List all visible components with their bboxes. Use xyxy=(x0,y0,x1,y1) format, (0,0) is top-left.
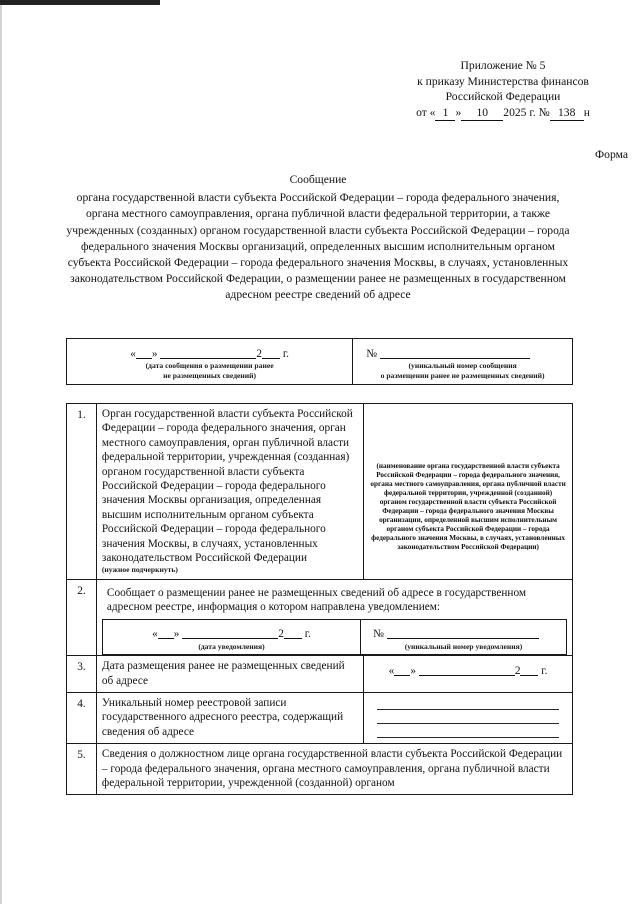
order-number: 138 xyxy=(550,105,584,122)
message-number-caption-1: (уникальный номер сообщения xyxy=(408,361,517,371)
month-blank[interactable] xyxy=(419,665,515,676)
row-value-1[interactable] xyxy=(364,404,573,580)
row-number-3: 3. xyxy=(67,656,97,693)
message-date-field xyxy=(72,342,347,361)
number-label: № xyxy=(366,348,378,360)
quote-close: » xyxy=(410,665,416,678)
row-number-2: 2. xyxy=(67,579,97,655)
year-suffix: г. xyxy=(304,628,311,641)
row-label-2 xyxy=(96,579,572,655)
day-blank[interactable] xyxy=(158,628,174,639)
date-number-table xyxy=(66,338,573,385)
message-date-caption-1: (дата сообщения о размещении ранее xyxy=(145,361,274,371)
row-label-4: Уникальный номер реестровой записи государственного адресного реестра, содержащий сведения об адресе xyxy=(96,692,363,743)
notification-date-cell[interactable] xyxy=(102,620,360,655)
header-ministry-line: к приказу Министерства финансов xyxy=(417,74,589,88)
year-suffix: г. xyxy=(282,348,290,360)
table-row xyxy=(67,692,573,743)
order-month: 10 xyxy=(461,105,503,122)
quote-open: « xyxy=(388,665,395,678)
row-label-3: Дата размещения ранее не размещенных сведений об адресе xyxy=(96,656,363,693)
quote-close: » xyxy=(151,348,158,360)
order-year: 2025 г. № xyxy=(503,105,550,119)
order-day: 1 xyxy=(435,105,455,122)
message-number-caption-2: о размещении ранее не размещенных сведений) xyxy=(380,370,545,380)
row-value-4[interactable] xyxy=(364,692,573,743)
top-decoration-bar xyxy=(0,0,160,5)
registry-number-line-1[interactable] xyxy=(377,709,559,710)
row-label-2-text: Сообщает о размещении ранее не размещенных сведений об адресе в государственном адресном реестре, информация о котором направлена уведомлением: xyxy=(106,586,527,614)
row-number-4: 4. xyxy=(67,692,97,743)
month-blank[interactable] xyxy=(160,348,256,359)
row-value-3[interactable] xyxy=(364,656,573,693)
form-label: Форма xyxy=(595,148,628,161)
order-suffix: н xyxy=(583,105,590,119)
placement-date-field xyxy=(369,659,567,678)
message-number-cell[interactable] xyxy=(353,339,573,385)
table-row xyxy=(67,339,573,385)
notification-date-field xyxy=(107,622,356,641)
row-1-note: (нужное подчеркнуть) xyxy=(101,565,178,575)
row-1-value-caption: (наименование органа государственной власти субъекта Российской Федерации – города федерального значения, органа местного самоуправления, органа публичной власти федеральной территории, учрежденной (созданной) органом государственной власти субъекта Российской Федерации – города федерального значения Москвы организации, определенной высшим исполнительным органом субъекта Российской Федерации – города федерального значения Москвы, в случаях, установленных законодательством Российской Федерации) xyxy=(370,462,566,551)
notification-number-field xyxy=(365,622,562,641)
message-date-caption-2: не размещенных сведений) xyxy=(163,370,257,380)
table-row xyxy=(67,744,573,795)
table-row xyxy=(67,579,573,655)
left-edge-line xyxy=(0,5,2,904)
quote-open: « xyxy=(130,348,136,360)
year-prefix: 2 xyxy=(278,628,284,641)
message-number-field xyxy=(358,342,567,361)
message-date-cell[interactable] xyxy=(67,339,353,385)
quote-close: » xyxy=(173,628,180,641)
table-row xyxy=(102,620,566,655)
day-blank[interactable] xyxy=(394,665,410,676)
number-blank[interactable] xyxy=(387,628,539,639)
month-blank[interactable] xyxy=(182,628,278,639)
year-prefix: 2 xyxy=(514,665,521,678)
table-row xyxy=(67,404,573,580)
document-header xyxy=(378,58,628,121)
notification-subtable xyxy=(102,619,567,655)
year-blank[interactable] xyxy=(262,348,280,359)
row-number-1: 1. xyxy=(67,404,97,580)
quote-open: « xyxy=(152,628,158,641)
row-label-5: Сведения о должностном лице органа государственной власти субъекта Российской Федерации – города федерального значения, органа местного самоуправления, органа публичной власти федеральной территории, учрежденной (созданной) органом xyxy=(96,744,572,795)
header-order-line xyxy=(378,105,628,122)
row-label-1 xyxy=(96,404,363,580)
year-blank[interactable] xyxy=(520,665,538,676)
document-title-block xyxy=(64,172,572,304)
registry-number-line-2[interactable] xyxy=(377,723,559,724)
main-form-table xyxy=(66,403,573,795)
header-federation-line: Российской Федерации xyxy=(445,90,561,103)
row-number-5: 5. xyxy=(67,744,97,795)
year-suffix: г. xyxy=(541,665,548,678)
year-prefix: 2 xyxy=(256,348,262,360)
day-blank[interactable] xyxy=(136,348,152,359)
page-subtitle: органа государственной власти субъекта Российской Федерации – города федерального значения, органа местного самоуправления, органа публичной власти федеральной территории, а также учрежденных (созданных) органом государственной власти субъекта Российской Федерации – города федерального значения Москвы организаций, определенных высшим исполнительным органом субъекта Российской Федерации – города федерального значения Москвы, в случаях, установленных законодательством Российской Федерации, о размещении ранее не размещенных в государственном адресном реестре сведений об адресе xyxy=(66,191,570,302)
registry-number-line-3[interactable] xyxy=(377,737,559,738)
notification-date-caption: (дата уведомления) xyxy=(198,641,265,651)
order-quote-close: » xyxy=(455,105,462,119)
number-label: № xyxy=(373,628,384,641)
page-title: Сообщение xyxy=(289,173,347,186)
notification-number-cell[interactable] xyxy=(361,620,567,655)
header-appendix-line: Приложение № 5 xyxy=(460,59,546,72)
table-row xyxy=(67,656,573,693)
row-label-1-text: Орган государственной власти субъекта Российской Федерации – города федерального значения, орган местного самоуправления, орган публичной власти федеральной территории, учрежденная (созданная) органом государственной власти субъекта Российской Федерации – города федерального значения Москвы организация, определенная высшим исполнительным органом субъекта Российской Федерации – города федерального значения Москвы, в случаях, установленных законодательством Российской Федерации xyxy=(101,408,353,565)
order-prefix: от « xyxy=(416,105,436,119)
number-blank[interactable] xyxy=(380,348,530,359)
notification-number-caption: (уникальный номер уведомления) xyxy=(404,641,523,651)
year-blank[interactable] xyxy=(284,628,302,639)
